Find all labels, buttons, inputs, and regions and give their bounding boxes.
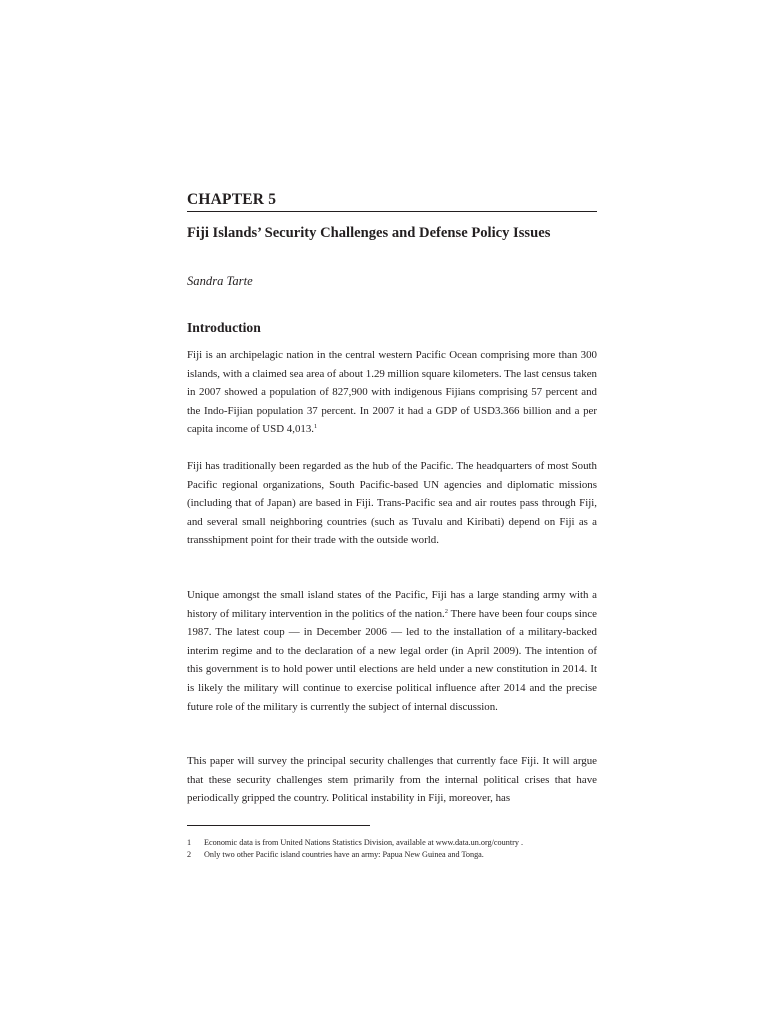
footnote-2-text: Only two other Pacific island countries have an army: Papua New Guinea and Tonga. [204,850,484,859]
paragraph-3 [187,586,597,716]
footnote-2-number: 2 [187,850,192,859]
footnote-1-number: 1 [187,838,192,847]
footnote-1-text: Economic data is from United Nations Statistics Division, available at www.data.un.org/country . [204,838,524,847]
paragraph-3-text-after: There have been four coups since 1987. The latest coup — in December 2006 — led to the installation of a military-backed interim regime and to the declaration of a new legal order (in April 2009). The intention of this government is to hold power until elections are held under a new constitution in 2014. It is likely the military will continue to exercise political influence after 2014 and the precise future role of the military is currently the subject of internal discussion. [187,607,597,713]
paragraph-2 [187,457,597,550]
footnote-divider [187,825,370,826]
section-heading: Introduction [187,320,261,335]
author-name: Sandra Tarte [187,274,253,288]
paragraph-4-text: This paper will survey the principal security challenges that currently face Fiji. It will argue that these security challenges stem primarily from the internal political crises that have periodically gripped the country. Political instability in Fiji, moreover, has [187,755,597,805]
footnote-2 [187,849,597,860]
paragraph-1-text: Fiji is an archipelagic nation in the central western Pacific Ocean comprising more than 300 islands, with a claimed sea area of about 1.29 million square kilometers. The last census taken in 2007 showed a population of 827,900 with indigenous Fijians comprising 57 percent and the Indo-Fijian population 37 percent. In 2007 it had a GDP of USD3.366 billion and a per capita income of USD 4,013. [187,349,597,436]
paragraph-3-text-before: Unique amongst the small island states of the Pacific, Fiji has a large standing army with a history of military intervention in the politics of the nation. [187,589,597,620]
footnote-ref-1: 1 [314,423,318,431]
chapter-label: CHAPTER 5 [187,191,597,212]
footnote-ref-2: 2 [444,607,448,615]
chapter-title: Fiji Islands’ Security Challenges and Defense Policy Issues [187,225,551,241]
footnote-1 [187,837,597,848]
paragraph-2-text: Fiji has traditionally been regarded as the hub of the Pacific. The headquarters of most South Pacific regional organizations, South Pacific-based UN agencies and diplomatic missions (including that of Japan) are based in Fiji. Trans-Pacific sea and air routes pass through Fiji, and several small neighboring countries (such as Tuvalu and Kiribati) depend on Fiji as a transshipment point for their trade with the outside world. [187,460,597,547]
paragraph-4 [187,752,597,808]
paragraph-1 [187,346,597,439]
